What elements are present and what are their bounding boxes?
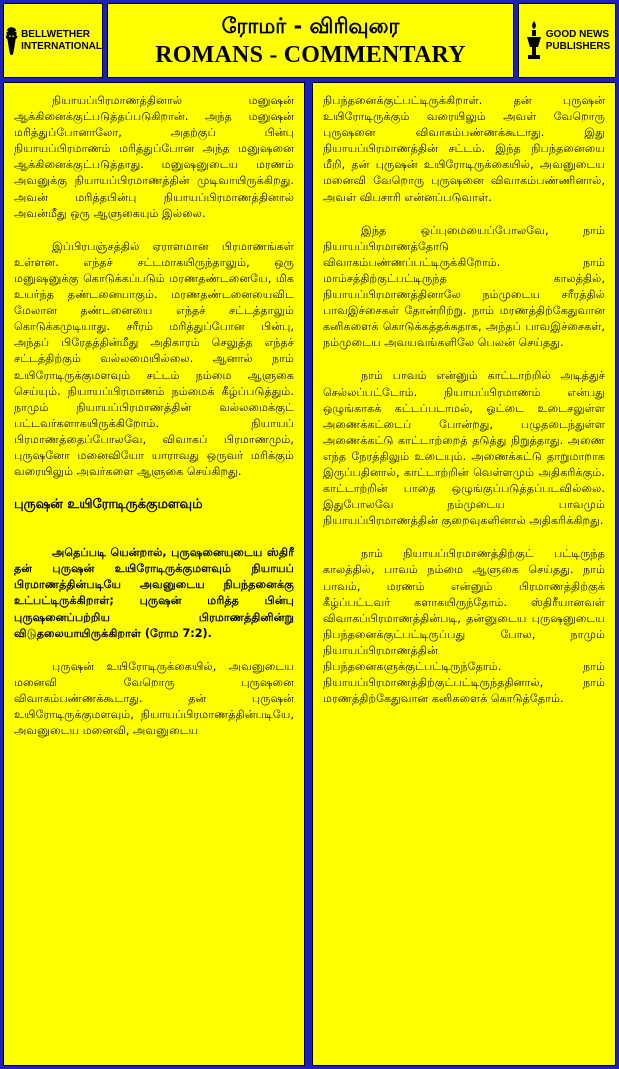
good-news-line1: GOOD NEWS [545,28,610,40]
page-title-tamil: ரோமர் - விரிவுரை [221,13,400,38]
right-column [312,82,616,1066]
left-paragraph-3: புருஷன் உயிரோடிருக்கையில், அவனுடைய மனைவி வேறொரு புருஷனை விவாகம்பண்ணக்கூடாது. தன் புருஷன் உயிரோடிருக்குமளவும், நியாயப்பிரமாணத்தின்படியே, அவனுடைய மனைவி, அவனுடைய [14,659,294,738]
good-news-line2: PUBLISHERS [545,40,611,52]
left-paragraph-1: நியாயப்பிரமாணத்தினால் மனுஷன் ஆக்கினைக்குட்படுத்தப்படுகிறான். அந்த மனுஷன் மரித்துப்போனாலோ, அதற்குப் பின்பு நியாயப்பிரமாணம் மரித்துப்போன அந்த மனுஷனை ஆக்கினைக்குட்படுத்தாது. மனுஷனுடைய மரணம் அவனுக்கு நியாயப்பிரமாணத்தின் முடிவாயிருக்கிறது. அவன் மரித்தபின்பு நியாயப்பிரமாணத்தினால் அவன்மீது ஒரு ஆளுகையும் இல்லை. [14,94,294,220]
scripture-quote: அதெப்படி யென்றால், புருஷனையுடைய ஸ்திரீ தன் புருஷன் உயிரோடிருக்குமளவும் நியாயப் பிரமாணத்தின்படியே அவனுடைய நிபந்தனைக்கு உட்பட்டிருக்கிறாள்; புருஷன் மரித்த பின்பு புருஷனைப்பற்றிய பிரமாணத்தினின்று விடுதலையாயிருக்கிறாள் (ரோம 7:2). [14,546,294,640]
right-paragraph-1: நிபந்தனைக்குட்பட்டிருக்கிறாள். தன் புருஷன் உயிரோடிருக்கும் வரையிலும் அவள் வேறொரு புருஷனை விவாகம்பண்ணக்கூடாது. இது நியாயப்பிரமாணத்தின் சட்டம். இந்த நிபந்தனையை மீறி, தன் புருஷன் உயிரோடிருக்கையில், அவனுடைய மனைவி வேறொரு புருஷனை விவாகம்பண்ணினால், அவள் விபசாரி என்னப்படுவாள். [323,94,605,204]
right-paragraph-4: நாம் நியாயப்பிரமாணத்திற்குட் பட்டிருந்த காலத்தில், பாவம் நம்மை ஆளுகை செய்தது. நாம் பாவம், மரணம் என்னும் பிரமாணத்திற்குக் கீழ்ப்பட்டவர் களாகயிருந்தோம். ஸ்திரீயானவள் விவாகப்பிரமாணத்தின்படி, தன்னுடைய புருஷனுடைய நிபந்தனைக்குட்பட்டிருப்பது போல, நாமும் நியாயப்பிரமாணத்தின் நிபந்தனைகளுக்குட்பட்டிருந்தோம். நாம் நியாயப்பிரமாணத்திற்குட்பட்டிருந்ததினால், நாம் மரணத்திற்கேதுவான கனிகளைக் கொடுத்தோம். [323,547,605,706]
right-paragraph-3: நாம் பாவம் என்னும் காட்டாற்றில் அடித்துச் செல்லப்பட்டோம். நியாயப்பிரமாணம் என்பது ஒழுங்காகக் கட்டப்படாமல், ஓட்டை உடைசலுள்ள அணைக்கட்டைப் போன்றது, பழுதடைந்துள்ள அணைக்கட்டு காட்டாற்றைத் தடுத்து நிறுத்தாது. அணை எந்த நேரத்திலும் உடையும். அணைக்கட்டு தாறுமாறாக இருப்பதினால், காட்டாற்றின் வெள்ளமும் அதிகரிக்கும். காட்டாற்றின் பாதை ஒழுங்குப்படுத்தப்படவில்லை. இதுபோலவே நம்முடைய பாவமும் நியாயப்பிரமாணத்தின் குறைவுகளினால் அதிகரிக்கிறது. [323,369,605,528]
right-paragraph-2: இந்த ஒப்புமையைப்போலவே, நாம் நியாயப்பிரமாணத்தோடு விவாகம்பண்ணப்பட்டிருக்கிறோம். நாம் மாம்சத்திற்குட்பட்டிருந்த காலத்தில், நியாயப்பிரமாணத்தினாலே நம்முடைய சரீரத்தில் பாவஇச்சைகள் தோன்றிற்று. நாம் மரணத்திற்கேதுவான கனிகளைக் கொடுக்கத்தக்கதாக, அந்தப் பாவஇச்சைகள், நம்முடைய அவயவங்களிலே பெலன் செய்தது. [323,223,605,350]
bellwether-logo-text [21,29,102,53]
bellwether-logo [3,3,103,78]
good-news-logo-text [546,29,610,53]
title-box [107,3,514,78]
lamp-icon [524,19,544,63]
left-column [3,82,305,1066]
left-paragraph-2: இப்பிரபஞ்சத்தில் ஏராளமான பிரமாணங்கள் உள்ளன. எந்தச் சட்டமாகயிருந்தாலும், ஒரு மனுஷனுக்கு கொடுக்கப்படும் மரணதண்டனையே, மிக உயர்ந்த தண்டனையாகும். மரணதண்டனையைவிட மேலான தண்டனையை எந்தச் சட்டத்தாலும் கொடுக்கமுடியாது. சரீரம் மரித்துப்போன பின்பு, அந்தப் பிரேதத்தின்மீது அதிகாரம் செலுத்த எந்தச் சட்டத்திற்கும் வல்லமையில்லை. ஆனால் நாம் உயிரோடிருக்குமளவும் சட்டம் நம்மை ஆளுகை செய்யும். நியாயப்பிரமாணம் நம்மைக் கீழ்ப்படுத்தும். நாமும் நியாயப்பிரமாணத்தின் வல்லமைக்குட் பட்டவர்களாகயிருக்கிறோம். நியாயப் பிரமாணத்தைப்போலவே, விவாகப் பிரமாணமும், புருஷனோ மனைவியோ யாராவது ஒருவர் மரிக்கும் வரையிலும் அவர்களை ஆளுகை செய்கிறது. [14,239,294,479]
page-header [3,3,616,78]
bellwether-line1: BELLWETHER [21,28,90,40]
good-news-logo [518,3,616,78]
ram-head-icon [4,17,19,65]
bellwether-line2: INTERNATIONAL [21,40,102,52]
page-title-english: ROMANS - COMMENTARY [155,41,466,68]
section-heading: புருஷன் உயிரோடிருக்குமளவும் [14,497,203,513]
